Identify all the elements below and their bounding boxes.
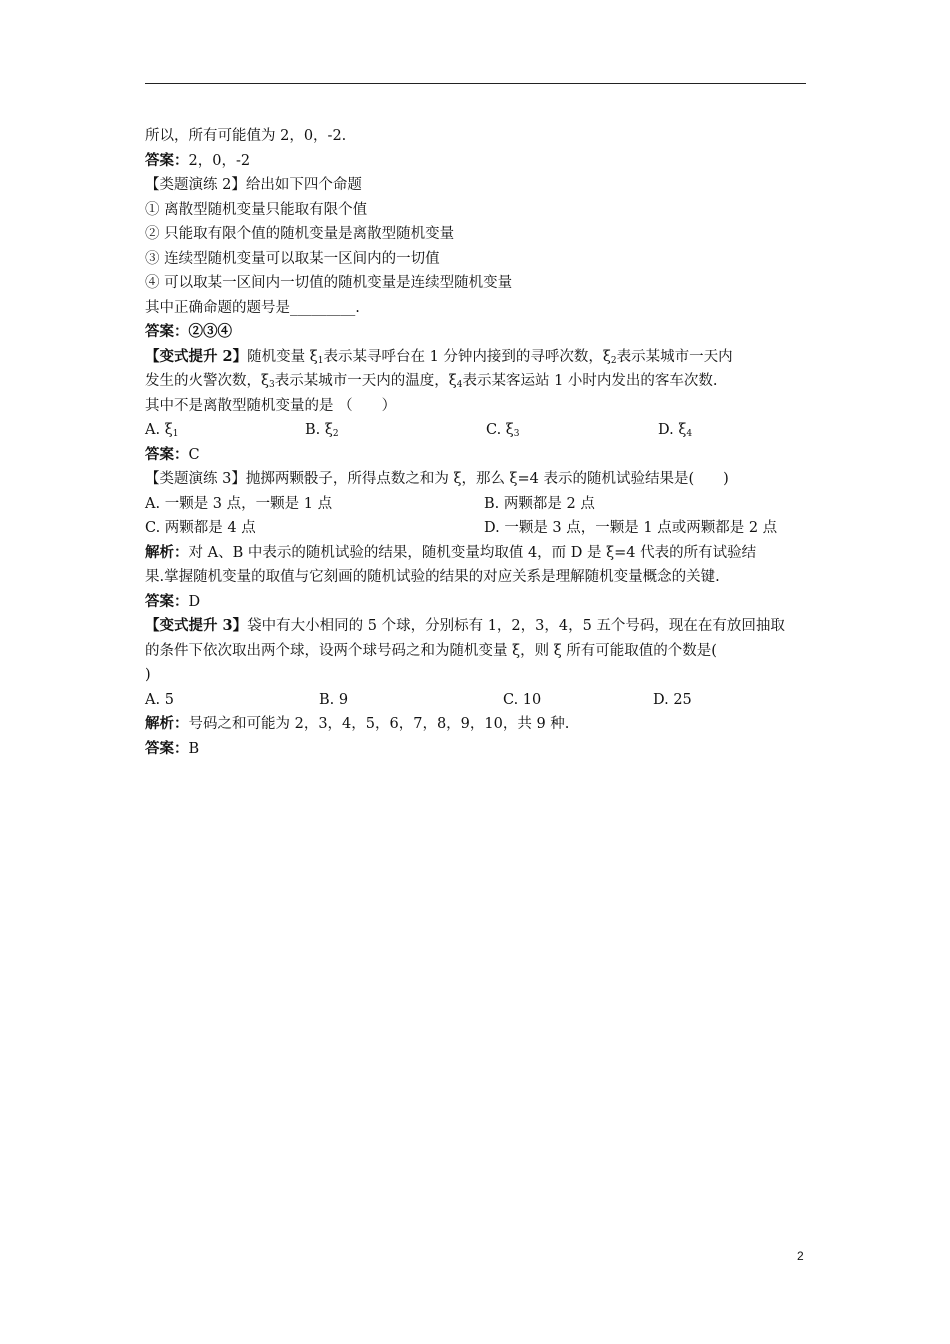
variant-line: 其中不是离散型随机变量的是 （ ） (145, 397, 397, 414)
text-segment: 表示某城市一天内 (616, 348, 733, 365)
option-b: B. 9 (319, 691, 349, 708)
subscript: 3 (269, 380, 275, 390)
option-c: C. 10 (503, 691, 542, 708)
page-number: 2 (797, 1249, 804, 1263)
solution-label: 解析： (145, 715, 189, 732)
option-d: D. 一颗是 3 点，一颗是 1 点或两颗都是 2 点 (484, 520, 778, 536)
answer-label: 答案： (145, 151, 189, 169)
text-segment: 表示某城市一天内的温度，ξ (274, 373, 457, 389)
document-body (145, 124, 810, 761)
answer-line (145, 590, 810, 615)
text-segment: 袋中有大小相同的 5 个球，分别标有 1，2，3，4，5 五个号码，现在在有放回抽取 (247, 618, 785, 634)
answer-value: C (188, 446, 200, 463)
option-a: A. 5 (145, 691, 174, 708)
header-rule (145, 83, 806, 84)
answer-label: 答案： (145, 445, 189, 463)
exercise-title: 【类题演练 2】给出如下四个命题 (145, 177, 362, 193)
exercise-line (145, 467, 810, 492)
text-segment: 号码之和可能为 2，3，4，5，6，7，8，9，10，共 9 种. (188, 716, 570, 732)
variant-line: ) (145, 667, 151, 683)
solution-line (145, 541, 810, 566)
subscript: 1 (317, 355, 324, 366)
question-line: 其中正确命题的题号是_________. (145, 299, 360, 316)
options-row (145, 688, 810, 713)
subscript: 4 (456, 380, 463, 390)
answer-value: B (188, 740, 200, 757)
answer-line (145, 443, 810, 468)
proposition-item: ① 离散型随机变量只能取有限个值 (145, 201, 368, 218)
answer-value: D (188, 593, 201, 610)
option-b: B. 两颗都是 2 点 (484, 495, 595, 512)
options-row (145, 516, 810, 541)
variant-line (145, 369, 810, 394)
answer-label: 答案： (145, 323, 189, 340)
answer-line (145, 320, 810, 345)
option-a: A. 一颗是 3 点，一颗是 1 点 (145, 495, 333, 512)
text-segment: 表示某客运站 1 小时内发出的客车次数. (462, 373, 718, 389)
option-d: D. 25 (653, 691, 692, 708)
text-segment: 抛掷两颗骰子，所得点数之和为 ξ，那么 ξ=4 表示的随机试验结果是( ) (245, 471, 729, 487)
text-segment: 表示某寻呼台在 1 分钟内接到的寻呼次数，ξ (323, 348, 611, 365)
variant-title: 【变式提升 2】 (145, 347, 248, 365)
option-c: C. 两颗都是 4 点 (145, 520, 256, 536)
solution-line: 果.掌握随机变量的取值与它刻画的随机试验的结果的对应关系是理解随机变量概念的关键. (145, 569, 720, 585)
variant-title: 【变式提升 3】 (145, 617, 248, 634)
variant-line: 的条件下依次取出两个球，设两个球号码之和为随机变量 ξ，则 ξ 所有可能取值的个数是( (145, 642, 717, 659)
options-row (145, 418, 810, 443)
variant-line (145, 614, 810, 639)
answer-line (145, 149, 810, 174)
answer-value: 2，0，-2 (188, 152, 251, 169)
options-row (145, 492, 810, 517)
answer-line (145, 737, 810, 762)
exercise-title: 【类题演练 3】 (145, 471, 246, 487)
answer-label: 答案： (145, 739, 189, 757)
answer-label: 答案： (145, 592, 189, 610)
text-segment: 对 A、B 中表示的随机试验的结果，随机变量均取值 4，而 D 是 ξ=4 代表的所有试验结 (188, 544, 757, 561)
proposition-item: ③ 连续型随机变量可以取某一区间内的一切值 (145, 250, 440, 267)
text-segment: 发生的火警次数，ξ (145, 373, 269, 389)
text-segment: 随机变量 ξ (247, 348, 318, 365)
solution-line (145, 712, 810, 737)
solution-label: 解析： (145, 543, 189, 561)
option-b: B. $\xi_2$ (305, 422, 339, 439)
answer-value: ②③④ (188, 323, 232, 340)
proposition-item: ② 只能取有限个值的随机变量是离散型随机变量 (145, 226, 455, 242)
variant-line (145, 345, 810, 370)
subscript: 2 (610, 355, 617, 366)
paragraph: 所以，所有可能值为 2，0，-2. (145, 128, 347, 144)
option-d: D. $\xi_4$ (658, 422, 693, 439)
option-c: C. $\xi_3$ (486, 422, 520, 439)
option-a: A. $\xi_1$ (145, 422, 179, 439)
proposition-item: ④ 可以取某一区间内一切值的随机变量是连续型随机变量 (145, 275, 513, 291)
